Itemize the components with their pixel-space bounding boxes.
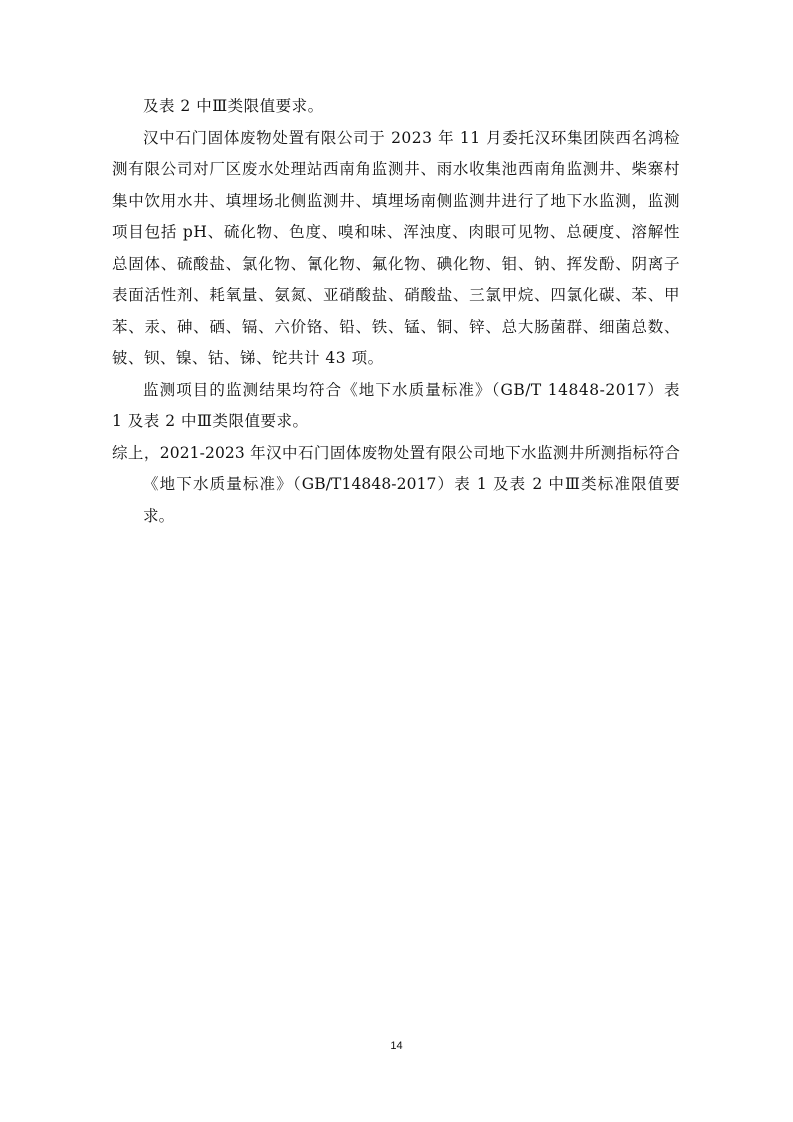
paragraph-monitoring-2023: 汉中石门固体废物处置有限公司于 2023 年 11 月委托汉环集团陕西名鸿检测有限公司对厂区废水处理站西南角监测井、雨水收集池西南角监测井、柴寨村集中饮用水井、填埋场北侧监测井、填埋场南侧监测井进行了地下水监测，监测项目包括 pH、硫化物、色度、嗅和味、浑浊度、肉眼可见物、总硬度、溶解性总固体、硫酸盐、氯化物、氰化物、氟化物、碘化物、钼、钠、挥发酚、阴离子表面活性剂、耗氧量、氨氮、亚硝酸盐、硝酸盐、三氯甲烷、四氯化碳、苯、甲苯、汞、砷、硒、镉、六价铬、铅、铁、锰、铜、锌、总大肠菌群、细菌总数、铍、钡、镍、钴、锑、铊共计 43 项。 (112, 128, 680, 367)
document-body (112, 91, 680, 532)
page-number: 14 (390, 1040, 403, 1052)
paragraph-continuation: 及表 2 中Ⅲ类限值要求。 (143, 97, 324, 115)
paragraph-summary: 综上，2021-2023 年汉中石门固体废物处置有限公司地下水监测井所测指标符合《地下水质量标准》（GB/T14848-2017）表 1 及表 2 中Ⅲ类标准限值要求。 (112, 443, 680, 525)
paragraph-monitoring-result: 监测项目的监测结果均符合《地下水质量标准》（GB/T 14848-2017）表 1 及表 2 中Ⅲ类限值要求。 (112, 380, 680, 430)
